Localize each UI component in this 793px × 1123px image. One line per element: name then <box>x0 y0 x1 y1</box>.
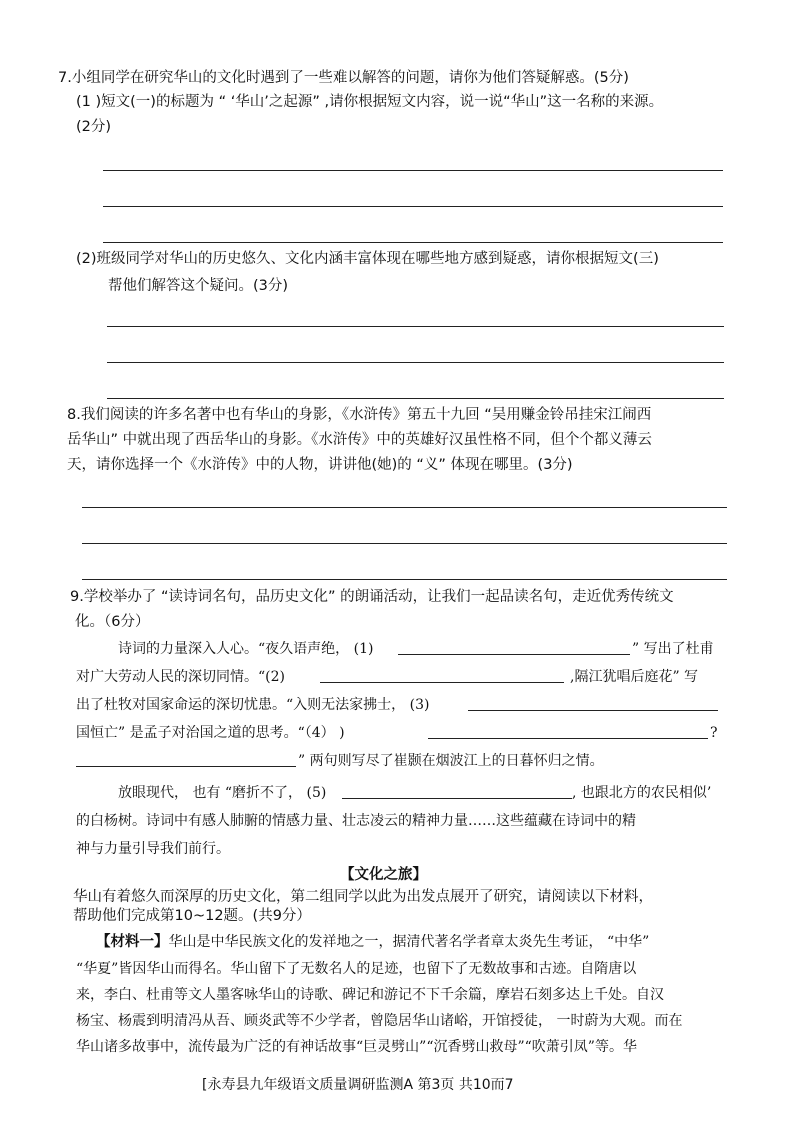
q9-p5-b: ” 两句则写尽了崔颢在烟波江上的日暮怀归之情。 <box>298 753 604 769</box>
answer-line[interactable] <box>103 242 723 243</box>
material-1-line4: 杨宝、杨震到明清冯从吾、顾炎武等不少学者，曾隐居华山诸峪，开馆授徒， 一时蔚为大观。而在 <box>76 1013 683 1029</box>
blank-3[interactable] <box>468 710 718 711</box>
answer-line[interactable] <box>82 543 727 544</box>
blank-5[interactable] <box>342 798 572 799</box>
material-1-line2: “华夏”皆因华山而得名。华山留下了无数名人的足迹，也留下了无数故事和古迹。自隋唐以 <box>76 961 637 977</box>
q7-sub2-score: 帮他们解答这个疑问。(3分) <box>108 278 289 294</box>
page-footer: [永寿县九年级语文质量调研监测A 第3页 共10而7 <box>202 1077 514 1093</box>
q7-stem: 7.小组同学在研究华山的文化时遇到了一些难以解答的问题，请你为他们答疑解惑。(5分) <box>58 70 629 86</box>
q9-p8: 神与力量引导我们前行。 <box>76 841 230 857</box>
q7-sub1-score: (2分) <box>76 119 112 135</box>
q8-line3: 天，请你选择一个《水浒传》中的人物，讲讲他(她)的 “义” 体现在哪里。(3分) <box>67 457 573 473</box>
answer-line[interactable] <box>82 507 727 508</box>
section-intro-2: 帮助他们完成第10~12题。(共9分） <box>73 908 311 924</box>
q9-line1: 9.学校举办了 “读诗词名句，品历史文化” 的朗诵活动，让我们一起品读名句，走近优秀传统文 <box>70 589 674 605</box>
blank-4b[interactable] <box>76 766 296 767</box>
q9-p3-a: 出了杜牧对国家命运的深切忧患。“入则无法家拂士， (3) <box>76 697 430 713</box>
q7-sub2-text: (2)班级同学对华山的历史悠久、文化内涵丰富体现在哪些地方感到疑惑，请你根据短文(三) <box>76 251 659 267</box>
q9-p6-a: 放眼现代， 也有 “磨折不了， (5) <box>118 785 327 801</box>
q9-line2: 化。（6分） <box>75 614 150 630</box>
answer-line[interactable] <box>103 170 723 171</box>
material-label: 【材料一】 <box>96 934 169 950</box>
answer-line[interactable] <box>107 326 724 327</box>
q8-line2: 岳华山” 中就出现了西岳华山的身影。《水浒传》中的英雄好汉虽性格不同，但个个都义薄云 <box>67 432 652 448</box>
section-title: 【文化之旅】 <box>340 867 427 883</box>
q7-sub1-text: (1 )短文(一)的标题为 “ ‘华山’之起源” ,请你根据短文内容，说一说“华山”这一名称的来源。 <box>76 94 664 110</box>
q9-p6-b: , 也跟北方的农民相似’ <box>572 785 712 801</box>
blank-2[interactable] <box>320 682 564 683</box>
q9-p2-a: 对广大劳动人民的深切同情。“(2) <box>76 669 285 685</box>
blank-4a[interactable] <box>428 738 708 739</box>
answer-line[interactable] <box>107 362 724 363</box>
q9-p4-a: 国恒亡” 是孟子对治国之道的思考。“（4） ) <box>76 725 345 741</box>
section-intro-1: 华山有着悠久而深厚的历史文化，第二组同学以此为出发点展开了研究，请阅读以下材料， <box>73 889 653 905</box>
q9-p4-b: ? <box>710 725 718 741</box>
q9-p7: 的白杨树。诗词中有感人肺腑的情感力量、壮志凌云的精神力量……这些蕴藏在诗词中的精 <box>76 813 636 829</box>
answer-line[interactable] <box>82 579 727 580</box>
material-1-line1 <box>96 933 649 951</box>
material-1-text: 华山是中华民族文化的发祥地之一，据清代著名学者章太炎先生考证， “中华” <box>168 934 650 950</box>
answer-line[interactable] <box>103 206 723 207</box>
material-1-line5: 华山诸多故事中，流传最为广泛的有神话故事“巨灵劈山”“沉香劈山救母”“吹萧引凤”等。华 <box>76 1039 637 1055</box>
q9-p1-b: ” 写出了杜甫 <box>632 641 714 657</box>
q9-p2-b: ,隔江犹唱后庭花” 写 <box>570 669 699 685</box>
q8-line1: 8.我们阅读的许多名著中也有华山的身影，《水浒传》第五十九回 “吴用赚金铃吊挂宋江闹西 <box>67 407 652 423</box>
material-1-line3: 来，李白、杜甫等文人墨客咏华山的诗歌、碑记和游记不下千余篇，摩岩石刻多达上千处。自汉 <box>76 987 664 1003</box>
q9-p1-a: 诗词的力量深入人心。“夜久语声绝， (1) <box>118 641 374 657</box>
blank-1[interactable] <box>398 654 630 655</box>
answer-line[interactable] <box>107 398 724 399</box>
